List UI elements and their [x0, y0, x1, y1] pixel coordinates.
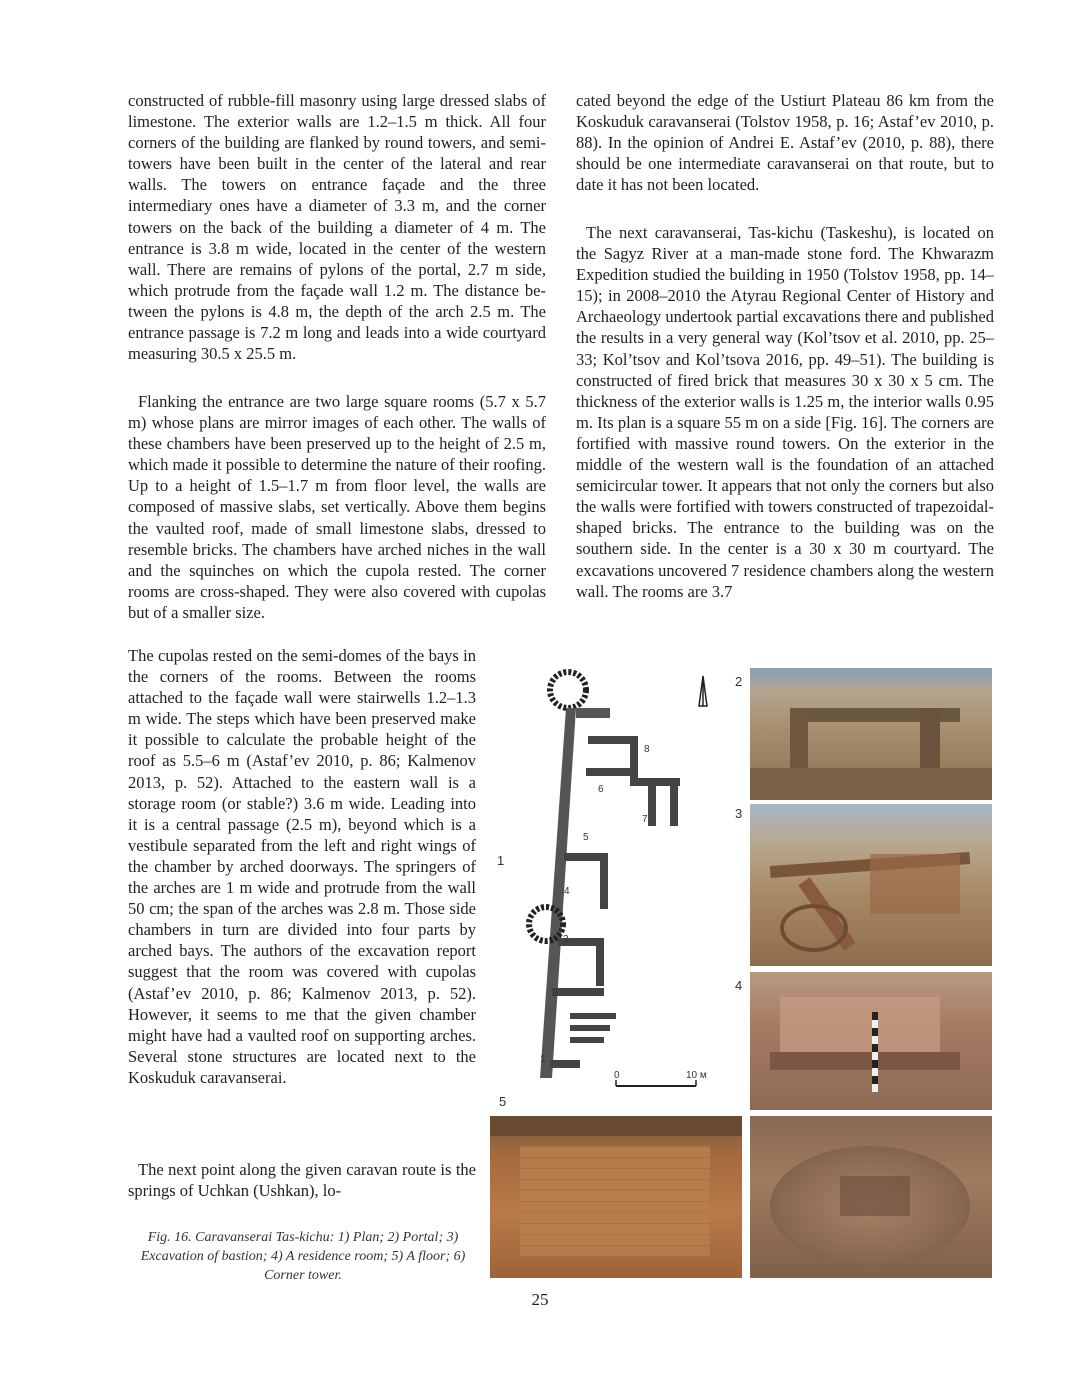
plan-room-2: 2: [552, 988, 558, 999]
photo-floor: [490, 1116, 742, 1278]
plan-room-5: 5: [583, 832, 589, 843]
figure-label-5: 5: [499, 1094, 507, 1109]
scale-start: 0: [614, 1070, 620, 1081]
left-paragraph-3: The next point along the given caravan route is the springs of Uchkan (Ushkan), lo-: [128, 1160, 476, 1201]
right-paragraph-2: The next caravanserai, Tas-kichu (Taskeshu), is located on the Sagyz River at a man-made stone ford. The Khwarazm Expedition studied the building in 1950 (Tolstov 1958, pp. 14–15); in 2008–2010 the Atyrau Regional Center of History and Archaeology undertook partial excavations there and published the results in a very general way (Kol’tsov et al. 2010, pp. 25–33; Kol’tsov and Kol’tsova 2016, pp. 49–51). The building is constructed of fired brick that measures 30 x 30 x 5 cm. The thickness of the exterior walls is 1.25 m, the interior walls 0.95 m. Its plan is a square 55 m on a side [Fig. 16]. The corners are fortified with massive round towers. On the exterior in the middle of the western wall is the foundation of an attached semicircular tower. It appears that not only the corners but also the walls were fortified with towers constructed of trapezoidal-shaped bricks. The entrance to the building was on the southern side. In the center is a 30 x 30 m courtyard. The excavations uncovered 7 residence chambers along the western wall. The rooms are 3.7: [576, 223, 994, 601]
plan-room-8: 8: [644, 744, 650, 755]
photo-corner-tower: [750, 1116, 992, 1278]
plan-room-4: 4: [564, 886, 570, 897]
figure-caption: Fig. 16. Caravanserai Tas-kichu: 1) Plan; 2) Portal; 3) Excavation of bastion; 4) A residence room; 5) A floor; 6) Corner tower.: [140, 1230, 466, 1283]
photo-bastion: [750, 804, 992, 966]
figure-label-3: 3: [735, 806, 743, 821]
right-paragraph-1: cated beyond the edge of the Ustiurt Plateau 86 km from the Koskuduk caravanserai (Tolstov 1958, p. 16; Astaf’ev 2010, p. 88). In the opinion of Andrei E. Astaf’ev (2010, p. 88), there should be one intermediate caravanserai on that route, but to date it has not been located.: [576, 91, 994, 195]
plan-room-1: 1: [540, 1054, 546, 1065]
page-number: 25: [531, 1290, 549, 1309]
caravanserai-plan: [510, 668, 743, 1100]
figure-label-1: 1: [497, 853, 505, 868]
plan-room-6: 6: [598, 784, 604, 795]
left-paragraph-1: constructed of rubble-fill masonry using large dressed slabs of limestone. The exterior walls are 1.2–1.5 m thick. All four corners of the building are flanked by round towers, and semi-towers have been built in the center of the lateral and rear walls. The towers on entrance façade and the three intermediary ones have a diameter of 3.3 m, and the corner towers on the back of the building a diameter of 4 m. The entrance is 3.8 m wide, located in the center of the western wall. There are remains of pylons of the portal, 2.7 m side, which protrude from the façade wall 1.2 m. The distance between the pylons is 4.8 m, the depth of the arch 2.5 m. The entrance passage is 7.2 m long and leads into a wide courtyard measuring 30.5 x 25.5 m.: [128, 91, 546, 364]
left-paragraph-2-continued: The cupolas rested on the semi-domes of the bays in the corners of the rooms. Between the rooms attached to the façade wall were stairwells 1.2–1.3 m wide. The steps which have been preserved make it possible to calculate the probable height of the roof as 5.5–6 m (Astaf’ev 2010, p. 86; Kalmenov 2013, p. 52). Attached to the eastern wall is a storage room (or stable?) 3.6 m wide. Leading into it is a central passage (2.5 m), beyond which is a vestibule separated from the left and right wings of the chamber by arched doorways. The springers of the arches are 1 m wide and protrude from the wall 50 cm; the span of the arches was 2.8 m. Those side chambers in turn are divided into four parts by arched bays. The authors of the excavation report suggest that the room was covered with cupolas (Astaf’ev 2010, p. 86; Kalmenov 2013, p. 52). However, it seems to me that the given chamber might have had a vaulted roof on supporting arches. Several stone structures are located next to the Koskuduk caravanserai.: [128, 646, 476, 1087]
scale-end: 10 м: [686, 1070, 707, 1081]
left-paragraph-2: Flanking the entrance are two large square rooms (5.7 x 5.7 m) whose plans are mirror images of each other. The walls of these chambers have been preserved up to the height of 2.5 m, which made it possible to determine the nature of their roofing. Up to a height of 1.5–1.7 m from floor level, the walls are composed of massive slabs, set vertically. Above them begins the vaulted roof, made of small limestone slabs, dressed to resemble bricks. The chambers have arched niches in the wall and the squinches on which the cupola rested. The corner rooms are cross-shaped. They were also covered with cupolas but of a smaller size.: [128, 392, 546, 622]
plan-room-3: 3: [563, 934, 569, 945]
figure-label-4: 4: [735, 978, 743, 993]
photo-portal: [750, 668, 992, 800]
plan-room-7: 7: [642, 814, 648, 825]
figure-label-2: 2: [735, 674, 743, 689]
photo-residence-room: [750, 972, 992, 1110]
